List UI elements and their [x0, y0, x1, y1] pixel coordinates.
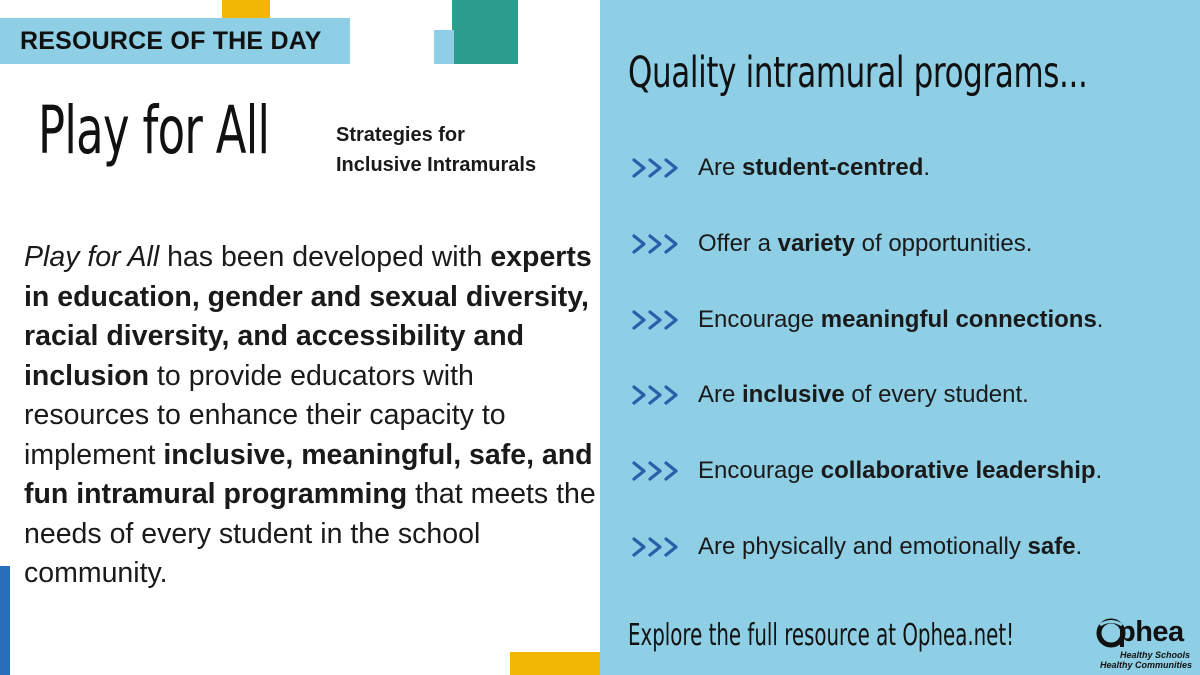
blue-accent-left — [0, 566, 10, 675]
item-text-post: . — [923, 154, 931, 181]
item-text-pre: Are — [698, 154, 743, 181]
item-text-bold: student-centred — [742, 154, 924, 181]
item-text-bold: meaningful connections — [820, 306, 1097, 333]
item-text-post: . — [1096, 306, 1104, 333]
item-text-pre: Are physically and emotionally — [698, 533, 1028, 560]
description-bold-1: experts in education, gender and sexual diversity, racial diversity, and accessibility and inclusion — [24, 241, 592, 392]
list-item — [630, 453, 1102, 489]
item-text-bold: safe — [1027, 533, 1076, 560]
light-blue-block — [434, 30, 454, 64]
list-item — [630, 150, 930, 186]
subtitle-line-2: Inclusive Intramurals — [336, 154, 537, 176]
triple-chevron-icon — [630, 459, 686, 483]
list-item — [630, 377, 1029, 413]
item-text-post: . — [1095, 457, 1103, 484]
description-bold-2: inclusive, meaningful, safe, and fun intramural programming — [24, 438, 593, 510]
subtitle — [336, 120, 596, 180]
list-item-text — [698, 457, 1102, 485]
resource-of-the-day-badge: RESOURCE OF THE DAY — [0, 18, 350, 64]
logo-wordmark: phea — [1118, 616, 1184, 648]
logo-tagline-1: Healthy Schools — [1120, 650, 1191, 660]
right-panel — [600, 0, 1200, 675]
list-item-text — [698, 381, 1029, 409]
ophea-logo — [1096, 616, 1192, 668]
item-text-bold: variety — [777, 230, 855, 257]
item-text-bold: inclusive — [742, 381, 845, 408]
list-item — [630, 226, 1032, 262]
item-text-pre: Offer a — [698, 230, 778, 257]
list-item-text — [698, 230, 1032, 258]
teal-block — [452, 0, 518, 64]
list-item-text — [698, 154, 930, 182]
triple-chevron-icon — [630, 535, 686, 559]
triple-chevron-icon — [630, 383, 686, 407]
yellow-accent-top — [222, 0, 270, 18]
triple-chevron-icon — [630, 232, 686, 256]
description-italic-lead: Play for All — [24, 241, 160, 273]
item-text-post: . — [1075, 533, 1083, 560]
item-text-bold: collaborative leadership — [820, 457, 1096, 484]
item-text-pre: Encourage — [698, 457, 821, 484]
page-title: Play for All — [38, 92, 270, 169]
triple-chevron-icon — [630, 308, 686, 332]
description-text-1: has been developed with — [159, 241, 491, 273]
item-text-post: of opportunities. — [854, 230, 1033, 257]
list-item-text — [698, 533, 1082, 561]
logo-tagline-2: Healthy Communities — [1100, 660, 1193, 670]
list-item — [630, 302, 1103, 338]
description-text-2: to provide educators with resources to enhance their capacity to implement — [24, 359, 506, 471]
item-text-pre: Encourage — [698, 306, 821, 333]
explore-resource-link[interactable]: Explore the full resource at Ophea.net! — [628, 618, 1015, 653]
quality-programs-heading: Quality intramural programs... — [628, 48, 1088, 98]
yellow-accent-bottom — [510, 652, 600, 675]
list-item-text — [698, 306, 1103, 334]
item-text-post: of every student. — [844, 381, 1029, 408]
subtitle-line-1: Strategies for — [336, 124, 465, 146]
description-paragraph — [24, 238, 600, 594]
triple-chevron-icon — [630, 156, 686, 180]
description-text-3: that meets the needs of every student in the school community. — [24, 478, 596, 589]
list-item — [630, 529, 1082, 565]
item-text-pre: Are — [698, 381, 743, 408]
